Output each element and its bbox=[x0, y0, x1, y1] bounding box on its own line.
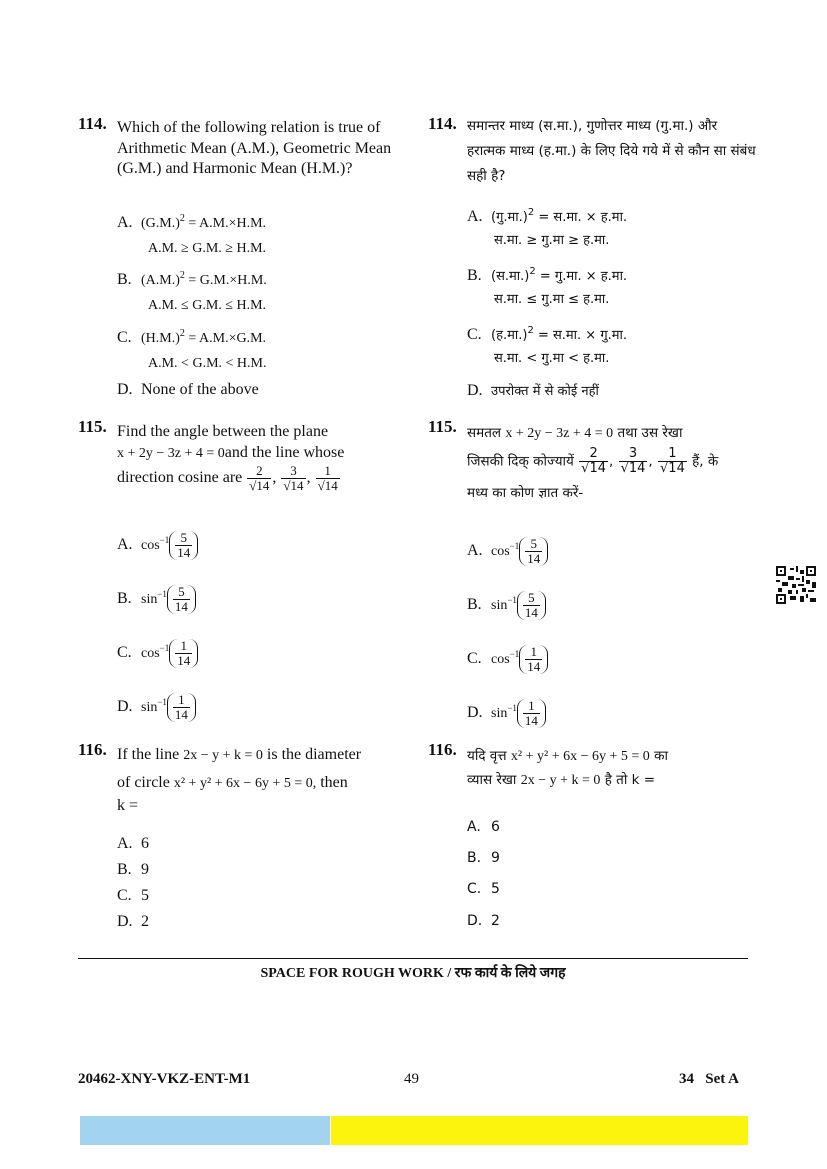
option-c-sub: स.मा. < गु.मा < ह.मा. bbox=[494, 351, 610, 366]
question-number: 114. bbox=[78, 114, 107, 133]
question-number: 115. bbox=[78, 417, 107, 436]
option-a: A. (गु.मा.)$^2$ = स.मा. × ह.मा. bbox=[467, 207, 628, 225]
fraction: $\frac{1}{√14}$ bbox=[660, 446, 685, 476]
fraction: $\frac{2}{√14}$ bbox=[249, 463, 270, 493]
option-c: C. (ह.मा.)$^2$ = स.मा. × गु.मा. bbox=[467, 325, 628, 343]
option-b: B. 9 bbox=[117, 861, 149, 878]
option-c: C. $(H.M.)^2 = A.M.\times G.M$. bbox=[117, 328, 267, 346]
fraction: $\frac{2}{√14}$ bbox=[581, 446, 606, 476]
question-number: 114. bbox=[428, 114, 457, 133]
fraction: $\frac{3}{√14}$ bbox=[620, 446, 646, 476]
option-d: D. $\sin^{-1}$ $\frac{1}{14}$ bbox=[117, 691, 196, 722]
footer-page-number: 49 bbox=[404, 1071, 419, 1087]
option-b: B. $\sin^{-1}$ $\frac{5}{14}$ bbox=[467, 589, 546, 620]
option-c: C. $\cos^{-1}$ $\frac{1}{14}$ bbox=[467, 643, 548, 674]
question-stem-line-2: व्यास रेखा 2x − y + k = 0 है तो k = bbox=[467, 772, 656, 788]
question-stem-line-2: of circle x² + y² + 6x − 6y + 5 = 0, then bbox=[117, 774, 348, 791]
question-stem-line-2: जिसकी दिक् कोज्यायें $\frac{2}{√14}$ , $\frac{3}{√14}$ , $\frac{1}{√14}$ हैं, के bbox=[467, 446, 719, 476]
rough-work-label: SPACE FOR ROUGH WORK / रफ कार्य के लिये जगह bbox=[260, 966, 566, 981]
question-stem-line-3: k = bbox=[117, 797, 139, 814]
option-a-sub: A.M. ≥ G.M. ≥ H.M. bbox=[148, 241, 267, 256]
option-b: B. $(A.M.)^2 = G.M.\times H.M$. bbox=[117, 270, 267, 288]
qr-code-icon bbox=[776, 566, 816, 604]
option-d: D. 2 bbox=[467, 913, 500, 929]
option-a: A. 6 bbox=[467, 819, 500, 835]
question-number: 115. bbox=[428, 417, 457, 436]
fraction: $\frac{1}{√14}$ bbox=[317, 463, 338, 493]
question-stem: समान्तर माध्य (स.मा.), गुणोत्तर माध्य (गु.मा.) और हरात्मक माध्य (ह.मा.) के लिए दिये गये में से कौन सा संबंध सही है? bbox=[467, 118, 756, 184]
option-b: B. $\sin^{-1}$ $\frac{5}{14}$ bbox=[117, 583, 196, 614]
question-stem-line-3: direction cosine are $\frac{2}{√14}$ , $\frac{3}{√14}$ , $\frac{1}{√14}$ bbox=[117, 463, 338, 493]
option-a: A. $\cos^{-1}$ $\frac{5}{14}$ bbox=[467, 535, 548, 566]
option-b: B. 9 bbox=[467, 850, 500, 866]
option-c: C. $\cos^{-1}$ $\frac{1}{14}$ bbox=[117, 637, 198, 668]
footer-set-label: 34 Set A bbox=[679, 1071, 739, 1087]
footer-yellow-bar bbox=[331, 1116, 748, 1145]
question-number: 116. bbox=[428, 740, 457, 759]
question-stem-line-3: मध्य का कोण ज्ञात करें- bbox=[467, 485, 584, 501]
footer-blue-bar bbox=[80, 1116, 330, 1145]
question-stem-line-1: समतल x + 2y − 3z + 4 = 0 तथा उस रेखा bbox=[467, 425, 683, 441]
question-number: 116. bbox=[78, 740, 107, 759]
question-stem-line-1: यदि वृत्त x² + y² + 6x − 6y + 5 = 0 का bbox=[467, 748, 668, 764]
option-b-sub: A.M. ≤ G.M. ≤ H.M. bbox=[148, 298, 267, 313]
option-d: D. 2 bbox=[117, 913, 149, 930]
option-c: C. 5 bbox=[117, 887, 149, 904]
option-d: D. उपरोक्त में से कोई नहीं bbox=[467, 382, 599, 399]
option-a: A. $(G.M.)^2 = A.M.\times H.M$. bbox=[117, 213, 267, 231]
fraction: $\frac{3}{√14}$ bbox=[283, 463, 304, 493]
footer-paper-code: 20462-XNY-VKZ-ENT-M1 bbox=[78, 1071, 251, 1087]
option-c: C. 5 bbox=[467, 881, 500, 897]
question-stem-line-1: If the line 2x − y + k = 0 is the diameter bbox=[117, 746, 362, 763]
question-stem-line-2: x + 2y − 3z + 4 = 0and the line whose bbox=[117, 444, 345, 461]
option-d: D. $\sin^{-1}$ $\frac{1}{14}$ bbox=[467, 697, 546, 728]
option-a-sub: स.मा. ≥ गु.मा ≥ ह.मा. bbox=[494, 233, 610, 248]
rough-work-divider bbox=[78, 958, 748, 959]
question-stem-line-1: Find the angle between the plane bbox=[117, 423, 329, 440]
option-b: B. (स.मा.)$^2$ = गु.मा. × ह.मा. bbox=[467, 266, 628, 284]
option-a: A. 6 bbox=[117, 835, 149, 852]
option-d: D. None of the above bbox=[117, 381, 259, 398]
question-stem: Which of the following relation is true of Arithmetic Mean (A.M.), Geometric Mean (G.M.) and Harmonic Mean (H.M.)? bbox=[117, 119, 392, 177]
option-b-sub: स.मा. ≤ गु.मा ≤ ह.मा. bbox=[494, 292, 610, 307]
option-a: A. $\cos^{-1}$ $\frac{5}{14}$ bbox=[117, 529, 198, 560]
option-c-sub: A.M. < G.M. < H.M. bbox=[148, 356, 267, 371]
